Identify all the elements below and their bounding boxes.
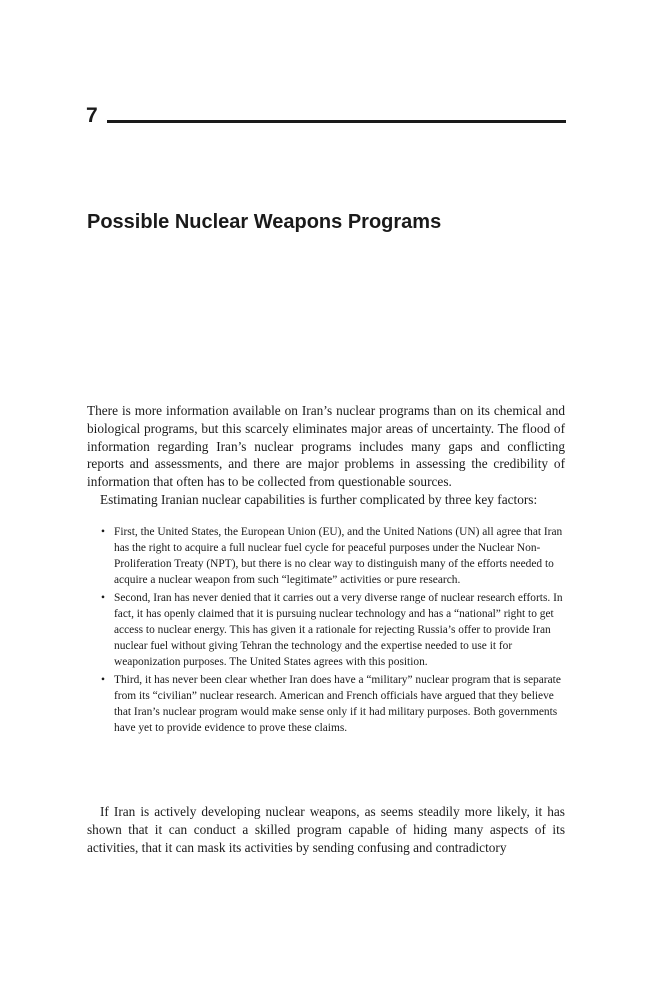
list-item-text: First, the United States, the European Union (EU), and the United Nations (UN) all agree that Iran has the right to acquire a full nuclear fuel cycle for peaceful purposes under the Nuclear Non-Proliferation Treaty (NPT), but there is no clear way to distinguish many of the efforts needed to acquire a nuclear weapon from such “legitimate” activities or pure research. xyxy=(114,526,563,586)
intro-paragraph: There is more information available on Iran’s nuclear programs than on its chemical and biological programs, but this scarcely eliminates major areas of uncertainty. The flood of information regarding Iran’s nuclear programs includes many gaps and conflicting reports and assessments, and there are major problems in assessing the credibility of information that often has to be collected from questionable sources. xyxy=(87,403,565,490)
closing-paragraph: If Iran is actively developing nuclear weapons, as seems steadily more likely, it has shown that it can conduct a skilled program capable of hiding many aspects of its activities, that it can mask its activities by sending confusing and contradictory xyxy=(87,804,565,855)
intro-section xyxy=(87,402,565,509)
intro-lead-in-paragraph: Estimating Iranian nuclear capabilities is further complicated by three key factors: xyxy=(100,491,538,507)
list-item-text: Third, it has never been clear whether Iran does have a “military” nuclear program that is separate from its “civilian” nuclear research. American and French officials have argued that they believe that Iran’s nuclear program would make sense only if it had military purposes. Both governments have yet to provide evidence to prove these claims. xyxy=(114,674,561,734)
chapter-title: Possible Nuclear Weapons Programs xyxy=(87,211,442,233)
list-item-text: Second, Iran has never denied that it carries out a very diverse range of nuclear research efforts. In fact, it has openly claimed that it is pursuing nuclear technology and has a “national” right to get access to nuclear energy. This has given it a rationale for rejecting Russia’s offer to provide Iran nuclear fuel without giving Tehran the technology and the expertise needed to use it for weaponization purposes. The United States agrees with this position. xyxy=(114,592,563,668)
key-factors-list xyxy=(101,524,563,738)
list-item xyxy=(101,524,563,588)
chapter-rule xyxy=(107,120,566,123)
closing-section xyxy=(87,803,565,856)
chapter-number: 7 xyxy=(86,104,98,127)
list-item xyxy=(101,672,563,736)
chapter-heading xyxy=(86,104,566,130)
bullet-icon: • xyxy=(101,592,105,604)
bullet-icon: • xyxy=(101,526,105,538)
bullet-icon: • xyxy=(101,674,105,686)
list-item xyxy=(101,590,563,670)
